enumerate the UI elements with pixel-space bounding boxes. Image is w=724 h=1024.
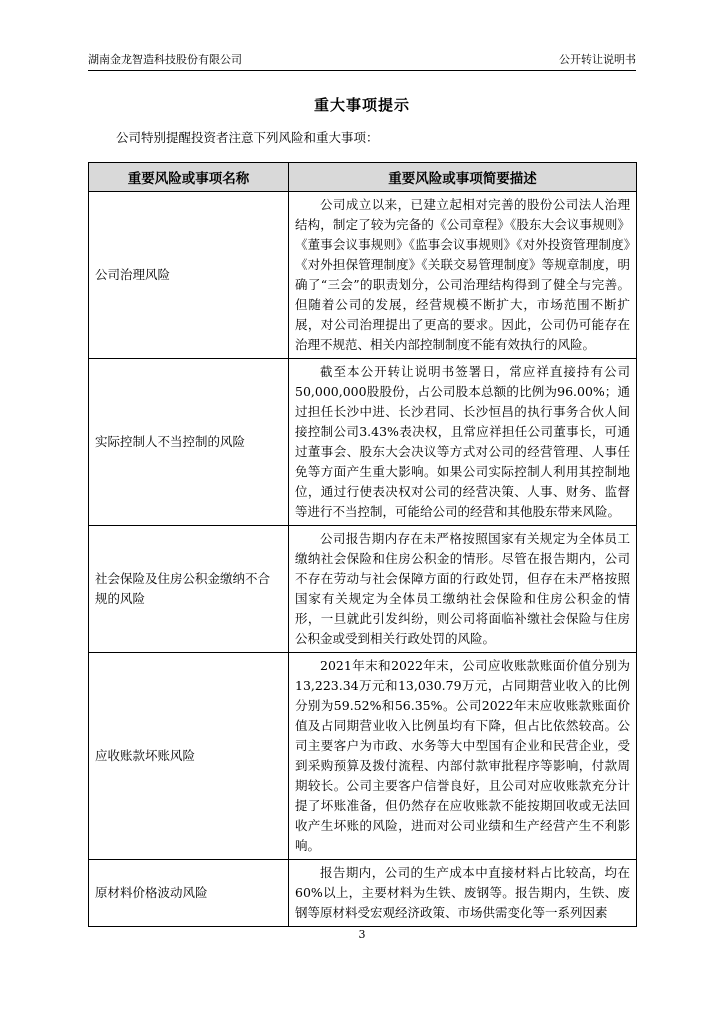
risk-description: 公司报告期内存在未严格按照国家有关规定为全体员工缴纳社会保险和住房公积金的情形。尽管在报告期内，公司不存在劳动与社会保障方面的行政处罚，但存在未严格按照国家有关规定为全体员工缴纳社会保险和住房公积金的情形，一旦就此引发纠纷，则公司将面临补缴社会保险与住房公积金或受到相关行政处罚的风险。 [289,526,637,653]
risk-name: 社会保险及住房公积金缴纳不合规的风险 [89,526,289,653]
risk-name: 公司治理风险 [89,192,289,359]
header-risk-desc: 重要风险或事项简要描述 [289,163,637,192]
risk-name: 实际控制人不当控制的风险 [89,359,289,526]
table-row [89,653,637,860]
risk-name: 原材料价格波动风险 [89,860,289,927]
table-header-row [89,163,637,192]
header-risk-name: 重要风险或事项名称 [89,163,289,192]
risk-description: 报告期内，公司的生产成本中直接材料占比较高，均在60%以上，主要材料为生铁、废钢等。报告期内，生铁、废钢等原材料受宏观经济政策、市场供需变化等一系列因素 [289,860,637,927]
table-row [89,526,637,653]
page-number: 3 [358,928,366,941]
table-row [89,192,637,359]
risk-description: 2021年末和2022年末，公司应收账款账面价值分别为13,223.34万元和13,030.79万元，占同期营业收入的比例分别为59.52%和56.35%。公司2022年末应收账款账面价值及占同期营业收入比例虽均有下降，但占比依然较高。公司主要客户为市政、水务等大中型国有企业和民营企业，受到采购预算及拨付流程、内部付款审批程序等影响，付款周期较长。公司主要客户信誉良好，且公司对应收账款充分计提了坏账准备，但仍然存在应收账款不能按期回收或无法回收产生坏账的风险，进而对公司业绩和生产经营产生不利影响。 [289,653,637,860]
risk-table [88,162,637,927]
risk-description: 公司成立以来，已建立起相对完善的股份公司法人治理结构，制定了较为完备的《公司章程》《股东大会议事规则》《董事会议事规则》《监事会议事规则》《对外投资管理制度》《对外担保管理制度》《关联交易管理制度》等规章制度，明确了“三会”的职责划分，公司治理结构得到了健全与完善。但随着公司的发展，经营规模不断扩大，市场范围不断扩展，对公司治理提出了更高的要求。因此，公司仍可能存在治理不规范、相关内部控制制度不能有效执行的风险。 [289,192,637,359]
table-row [89,860,637,927]
header-doc-type: 公开转让说明书 [559,53,636,66]
risk-name: 应收账款坏账风险 [89,653,289,860]
intro-text: 公司特别提醒投资者注意下列风险和重大事项： [116,130,379,145]
page-title: 重大事项提示 [313,96,410,114]
header-divider [88,70,636,71]
table-row [89,359,637,526]
risk-description: 截至本公开转让说明书签署日，常应祥直接持有公司50,000,000股股份，占公司股本总额的比例为96.00%；通过担任长沙中进、长沙君同、长沙恒昌的执行事务合伙人间接控制公司3.43%表决权，且常应祥担任公司董事长，可通过董事会、股东大会决议等方式对公司的经营管理、人事任免等方面产生重大影响。如果公司实际控制人利用其控制地位，通过行使表决权对公司的经营决策、人事、财务、监督等进行不当控制，可能给公司的经营和其他股东带来风险。 [289,359,637,526]
header-company: 湖南金龙智造科技股份有限公司 [88,53,242,66]
page-header [88,50,636,68]
